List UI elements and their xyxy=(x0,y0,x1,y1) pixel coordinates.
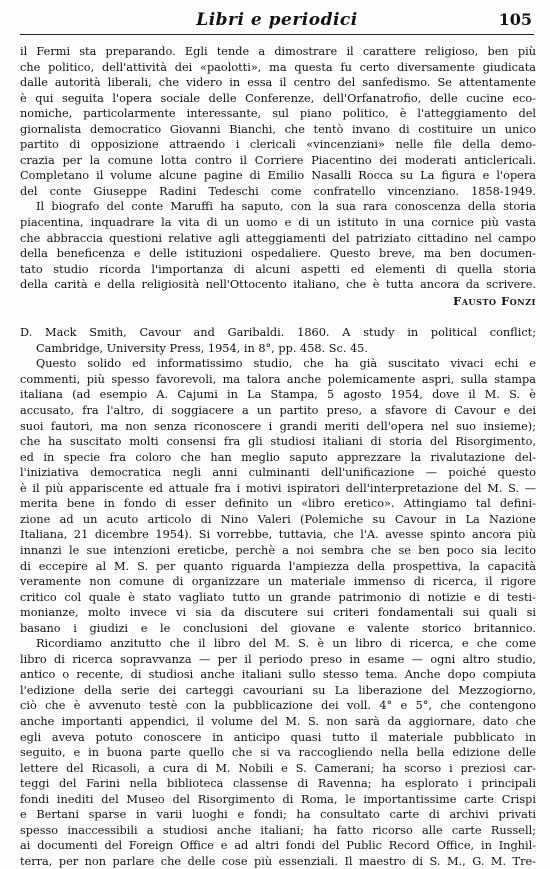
text-line: partito di opposizione attraendo i clericali «vincenziani» nelle file della demo- xyxy=(20,138,536,152)
text-line: l'iniziativa democratica negli anni culminanti dell'unificazione — poiché questo xyxy=(20,466,536,480)
text-line: merita bene in fondo di esser definito un «libro eretico». Attingiamo tal defini- xyxy=(20,497,536,511)
page-number: 105 xyxy=(498,10,532,29)
text-line: ed in specie fra coloro che han meglio saputo apprezzare la rivalutazione del- xyxy=(20,450,536,464)
section-gap xyxy=(20,309,536,325)
text-line: innanzi le sue intenzioni ereticbe, perchè a noi sembra che se ben poco sia lecito xyxy=(20,543,536,557)
running-title: Libri e periodici xyxy=(196,10,358,30)
text-line: zione ad un acuto articolo di Nino Valeri (Polemiche su Cavour in La Nazione xyxy=(20,512,536,526)
text-line: Il biografo del conte Maruffi ha saputo, con la sua rara conoscenza della storia xyxy=(36,200,536,214)
text-line: Completano il volume alcune pagine di Emilio Nasalli Rocca su La figura e l'opera xyxy=(20,169,536,183)
text-line: il Fermi sta preparando. Egli tende a dimostrare il carattere religioso, ben più xyxy=(20,45,536,58)
text-line: anche importanti appendici, il volume del M. S. non sarà da aggiornare, dato che xyxy=(20,714,536,728)
text-line: commenti, più spesso favorevoli, ma talora anche polemicamente aspri, sulla stampa xyxy=(20,372,536,386)
text-line: Questo solido ed informatissimo studio, che ha già suscitato vivaci echi e xyxy=(36,357,536,371)
review-body xyxy=(20,356,536,869)
text-line: è qui seguita l'opera sociale delle Conferenze, dell'Orfanatrofio, delle cucine eco- xyxy=(20,91,536,105)
text-line: Italiana, 21 dicembre 1954). Si vorrebbe, tuttavia, che l'A. avesse spinto ancora più xyxy=(20,528,536,542)
text-line: nomiche, particolarmente interessante, sul piano politico, è l'atteggiamento del xyxy=(20,107,536,121)
text-line: ai documenti del Foreign Office e ad altri fondi del Public Record Office, in Inghil- xyxy=(20,839,536,853)
text-line: della beneficenza e delle istituzioni ospedaliere. Questo breve, ma ben documen- xyxy=(20,247,536,261)
text-line: seguito, e in buona parte quello che si va raccogliendo nella bella edizione delle xyxy=(20,746,536,760)
review-citation-line: D. Mack Smith, Cavour and Garibaldi. 1860. A study in political conflict; xyxy=(20,326,536,340)
review-heading xyxy=(20,325,536,356)
text-line: lettere del Ricasoli, a cura di M. Nobili e S. Camerani; ha scorso i preziosi car- xyxy=(20,761,536,775)
text-line: libro di ricerca sopravvanza — per il periodo preso in esame — ogni altro studio, xyxy=(20,652,536,666)
text-line: l'edizione della serie dei carteggi cavouriani su La liberazione del Mezzogiorno, xyxy=(20,683,536,697)
text-line: del conte Giuseppe Radini Tedeschi come confratello vincenziano. 1858-1949. xyxy=(20,184,536,198)
author-signature: Fausto Fonzi xyxy=(453,293,536,308)
text-line: che ha suscitato molti consensi fra gli studiosi italiani di storia del Risorgimento, xyxy=(20,435,536,449)
text-line: veramente non comune di organizzare un materiale immenso di ricerca, il rigore xyxy=(20,575,536,589)
text-line: e Bertani sparse in varii luoghi e fondi; ha consultato carte di archivi privati xyxy=(20,808,536,822)
section-one xyxy=(20,44,536,309)
text-line: fondi inediti del Museo del Risorgimento di Roma, le importantissime carte Crispi xyxy=(20,792,536,806)
text-line: suoi fautori, ma non senza riconoscere i grandi meriti dell'opera nel suo insieme); xyxy=(20,419,536,433)
text-line: è il più appariscente ed attuale fra i motivi ispiratori dell'interpretazione del M. S. — xyxy=(20,481,536,495)
text-line: teggi del Farini nella biblioteca classense di Ravenna; ha esplorato i principali xyxy=(20,777,536,791)
page-header xyxy=(20,6,534,35)
text-line: terra, per non parlare che delle cose più essenziali. Il maestro di S. M., G. M. Tre- xyxy=(20,854,536,868)
text-line: della carità e della religiosità nell'Ottocento italiano, che è tutta ancora da scrivere. xyxy=(20,278,536,292)
text-line: dalle autorità liberali, che videro in essa il centro del sanfedismo. Se attentamente xyxy=(20,76,536,90)
text-line: antico o recente, di studiosi anche italiani sullo stesso tema. Anche dopo compiuta xyxy=(20,668,536,682)
text-line: basano i giudizi e le conclusioni del giovane e valente storico britannico. xyxy=(20,621,536,635)
text-line: che abbraccia questioni relative agli atteggiamenti del patriziato cittadino nel campo xyxy=(20,231,536,245)
text-line: critico col quale è stato vagliato tutto un grande patrimonio di notizie e di testi- xyxy=(20,590,536,604)
text-line: spesso inaccessibili a studiosi anche italiani; ha fatto ricorso alle carte Russell; xyxy=(20,823,536,837)
text-line: accusato, fra l'altro, di soggiacere a un partito preso, a sfavore di Cavour e dei xyxy=(20,404,536,418)
text-line: Ricordiamo anzitutto che il libro del M. S. è un libro di ricerca, e che come xyxy=(36,637,536,651)
text-line: italiana (ad esempio A. Cajumi in La Stampa, 5 agosto 1954, dove il M. S. è xyxy=(20,388,536,402)
body-text xyxy=(20,44,536,869)
text-line: ciò che è avvenuto testè con la pubblicazione dei voll. 4° e 5°, che contengono xyxy=(20,699,536,713)
text-line: monianze, molto invece vi sia da discutere sui criteri fondamentali sui quali si xyxy=(20,606,536,620)
text-line: che politico, dell'attività dei «paolotti», ma questa fu certo diversamente giudicata xyxy=(20,60,536,74)
text-line: egli aveva potuto conoscere in anticipo quasi tutto il materiale pubblicato in xyxy=(20,730,536,744)
text-line: piacentina, inquadrare la vita di un uomo e di un istituto in una cornice più vasta xyxy=(20,216,536,230)
review-citation-line: Cambridge, University Press, 1954, in 8°, pp. 458. Sc. 45. xyxy=(36,341,368,355)
text-line: giornalista democratico Giovanni Bianchi, che tentò invano di costituire un unico xyxy=(20,122,536,136)
text-line: tato studio ricorda l'importanza di alcuni aspetti ed elementi di quella storia xyxy=(20,262,536,276)
text-line: di eccepire al M. S. per quanto riguarda l'ampiezza della prospettiva, la capacità xyxy=(20,559,536,573)
text-line: crazia per la comune lotta contro il Corriere Piacentino dei moderati anticlericali. xyxy=(20,153,536,167)
